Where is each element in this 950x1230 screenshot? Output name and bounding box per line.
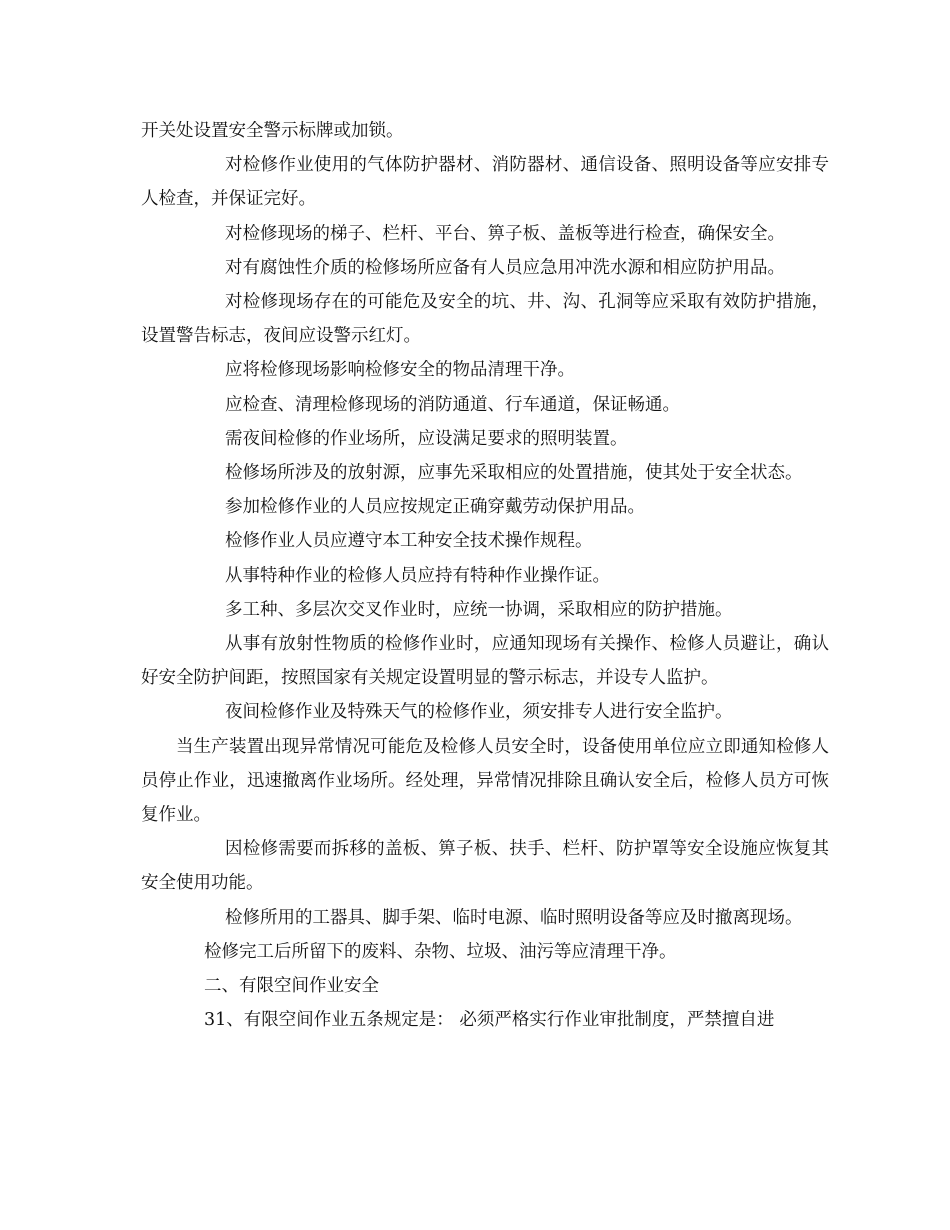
paragraph-19: 检修完工后所留下的废料、杂物、垃圾、油污等应清理干净。	[204, 941, 677, 962]
paragraph-8: 需夜间检修的作业场所，应设满足要求的照明装置。	[225, 428, 628, 449]
section-heading: 二、有限空间作业安全	[204, 976, 379, 997]
document-body	[141, 114, 829, 1037]
paragraph-18: 检修所用的工器具、脚手架、临时电源、临时照明设备等应及时撤离现场。	[225, 907, 803, 928]
paragraph-17: 因检修需要而拆移的盖板、箅子板、扶手、栏杆、防护罩等安全设施应恢复其安全使用功能。	[141, 839, 829, 894]
paragraph-15: 夜间检修作业及特殊天气的检修作业，须安排专人进行安全监护。	[225, 702, 733, 723]
paragraph-11: 检修作业人员应遵守本工种安全技术操作规程。	[225, 531, 593, 552]
paragraph-4: 对有腐蚀性介质的检修场所应备有人员应急用冲洗水源和相应防护用品。	[225, 257, 785, 278]
paragraph-16: 当生产装置出现异常情况可能危及检修人员安全时，设备使用单位应立即通知检修人员停止作业，迅速撤离作业场所。经处理，异常情况排除且确认安全后，检修人员方可恢复作业。	[141, 736, 829, 826]
paragraph-10: 参加检修作业的人员应按规定正确穿戴劳动保护用品。	[225, 497, 645, 518]
paragraph-12: 从事特种作业的检修人员应持有特种作业操作证。	[225, 565, 610, 586]
paragraph-9: 检修场所涉及的放射源，应事先采取相应的处置措施，使其处于安全状态。	[225, 463, 803, 484]
paragraph-7: 应检查、清理检修现场的消防通道、行车通道，保证畅通。	[225, 394, 680, 415]
paragraph-2: 对检修作业使用的气体防护器材、消防器材、通信设备、照明设备等应安排专人检查，并保证完好。	[141, 155, 829, 210]
paragraph-21: 31、有限空间作业五条规定是： 必须严格实行作业审批制度，严禁擅自进	[204, 1010, 775, 1031]
paragraph-13: 多工种、多层次交叉作业时，应统一协调，采取相应的防护措施。	[225, 599, 733, 620]
paragraph-5: 对检修现场存在的可能危及安全的坑、井、沟、孔洞等应采取有效防护措施，设置警告标志，夜间应设警示红灯。	[141, 292, 829, 347]
paragraph-1: 开关处设置安全警示标牌或加锁。	[141, 121, 404, 141]
paragraph-14: 从事有放射性物质的检修作业时，应通知现场有关操作、检修人员避让，确认好安全防护间距，按照国家有关规定设置明显的警示标志，并设专人监护。	[141, 634, 829, 689]
paragraph-3: 对检修现场的梯子、栏杆、平台、箅子板、盖板等进行检查，确保安全。	[225, 223, 785, 244]
paragraph-6: 应将检修现场影响检修安全的物品清理干净。	[225, 360, 575, 381]
